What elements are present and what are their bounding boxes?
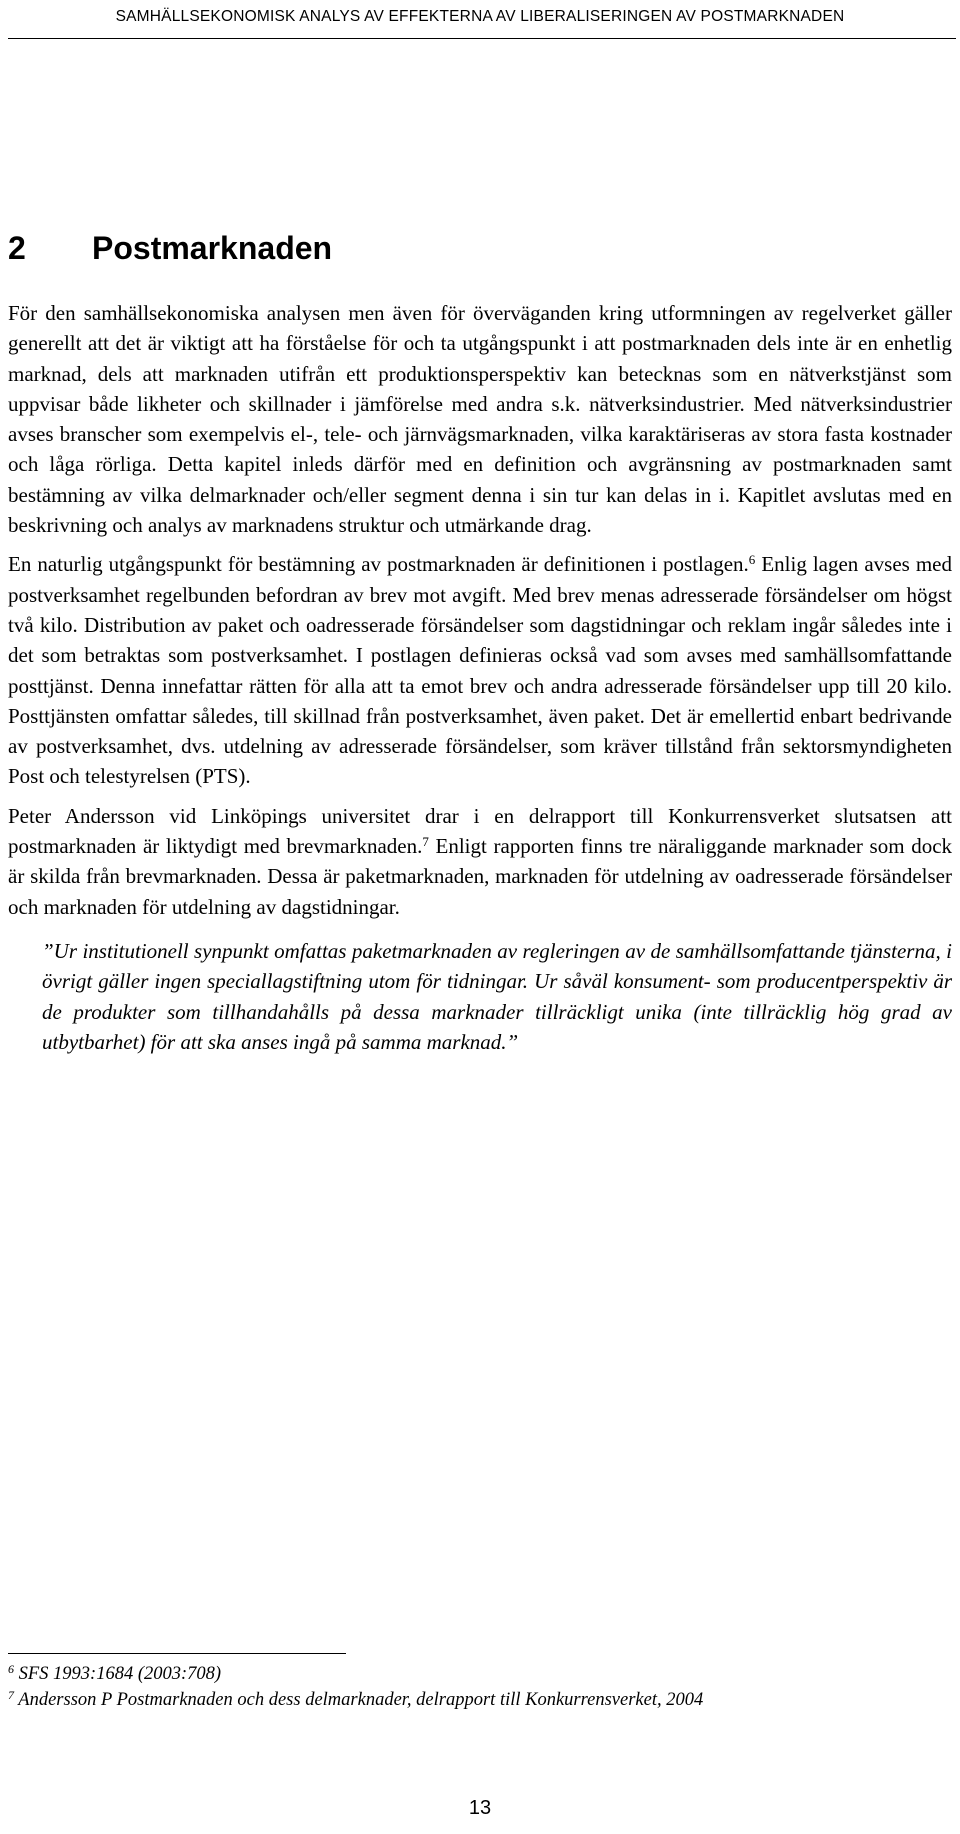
section-title: Postmarknaden [92, 230, 333, 266]
paragraph: Peter Andersson vid Linköpings universitet drar i en delrapport till Konkurrensverket slutsatsen att postmarknaden är liktydigt med brevmarknaden.$^7$ Enligt rapporten finns tre näraliggande marknader som dock är skilda från brevmarknaden. Dessa är paketmarknaden, marknaden för utdelning av oadresserade försändelser och marknaden för utdelning av dagstidningar. [8, 803, 953, 919]
section-heading [8, 228, 332, 268]
footnotes [8, 1661, 952, 1713]
header-divider [8, 38, 956, 39]
footnote-text: SFS 1993:1684 (2003:708) [18, 1664, 222, 1684]
running-header: SAMHÄLLSEKONOMISK ANALYS AV EFFEKTERNA AV LIBERALISERINGEN AV POSTMARKNADEN [115, 8, 845, 25]
footnote [8, 1661, 952, 1687]
footnote-text: Andersson P Postmarknaden och dess delmarknader, delrapport till Konkurrensverket, 2004 [18, 1690, 704, 1710]
footnote-number: 7 [8, 1688, 14, 1702]
page-number: 13 [468, 1797, 492, 1819]
block-quote: ”Ur institutionell synpunkt omfattas paketmarknaden av regleringen av de samhällsomfattande tjänsterna, i övrigt gäller ingen speciallagstiftning utom för tidningar. Ur såväl konsument- som producentperspektiv är de produkter som tillhandahålls på dessa marknader tillräckligt unika (inte tillräcklig hög grad av utbytbarhet) för att ska anses ingå på samma marknad.” [42, 938, 952, 1054]
paragraph: En naturlig utgångspunkt för bestämning av postmarknaden är definitionen i postlagen.$^6$ Enlig lagen avses med postverksamhet regelbunden befordran av brev mot avgift. Med brev menas adresserade försändelser om högst två kilo. Distribution av paket och oadresserade försändelser som dagstidningar och reklam ingår således inte i det som betraktas som postverksamhet. I postlagen definieras också vad som avses med samhällsomfattande posttjänst. Denna innefattar rätten för alla att ta emot brev och andra adresserade försändelser upp till 20 kilo. Posttjänsten omfattar således, till skillnad från postverksamhet, även paket. Det är emellertid enbart bedrivande av postverksamhet, dvs. utdelning av adresserade försändelser, som kräver tillstånd från sektorsmyndigheten Post och telestyrelsen (PTS). [8, 552, 952, 789]
footnote-divider [8, 1653, 346, 1654]
paragraph: För den samhällsekonomiska analysen men även för överväganden kring utformningen av regelverket gäller generellt att det är viktigt att ha förståelse för och ta utgångspunkt i att postmarknaden dels inte är en enhetlig marknad, dels att marknaden utifrån ett produktionsperspektiv kan betecknas som en nätverkstjänst som uppvisar både likheter och skillnader i jämförelse med andra s.k. nätverksindustrier. Med nätverksindustrier avses branscher som exempelvis el-, tele- och järnvägsmarknaden, vilka karaktäriseras av stora fasta kostnader och låga rörliga. Detta kapitel inleds därför med en definition och avgränsning av postmarknaden samt bestämning av vilka delmarknader och/eller segment denna i sin tur kan delas in i. Kapitlet avslutas med en beskrivning och analys av marknadens struktur och utmärkande drag. [8, 301, 952, 538]
footnote-number: 6 [8, 1662, 14, 1676]
section-number: 2 [8, 230, 26, 266]
footnote-ref[interactable]: 7 [422, 834, 429, 850]
footnote [8, 1687, 952, 1713]
body-text [8, 298, 952, 1066]
footnote-ref[interactable]: 6 [748, 552, 756, 568]
